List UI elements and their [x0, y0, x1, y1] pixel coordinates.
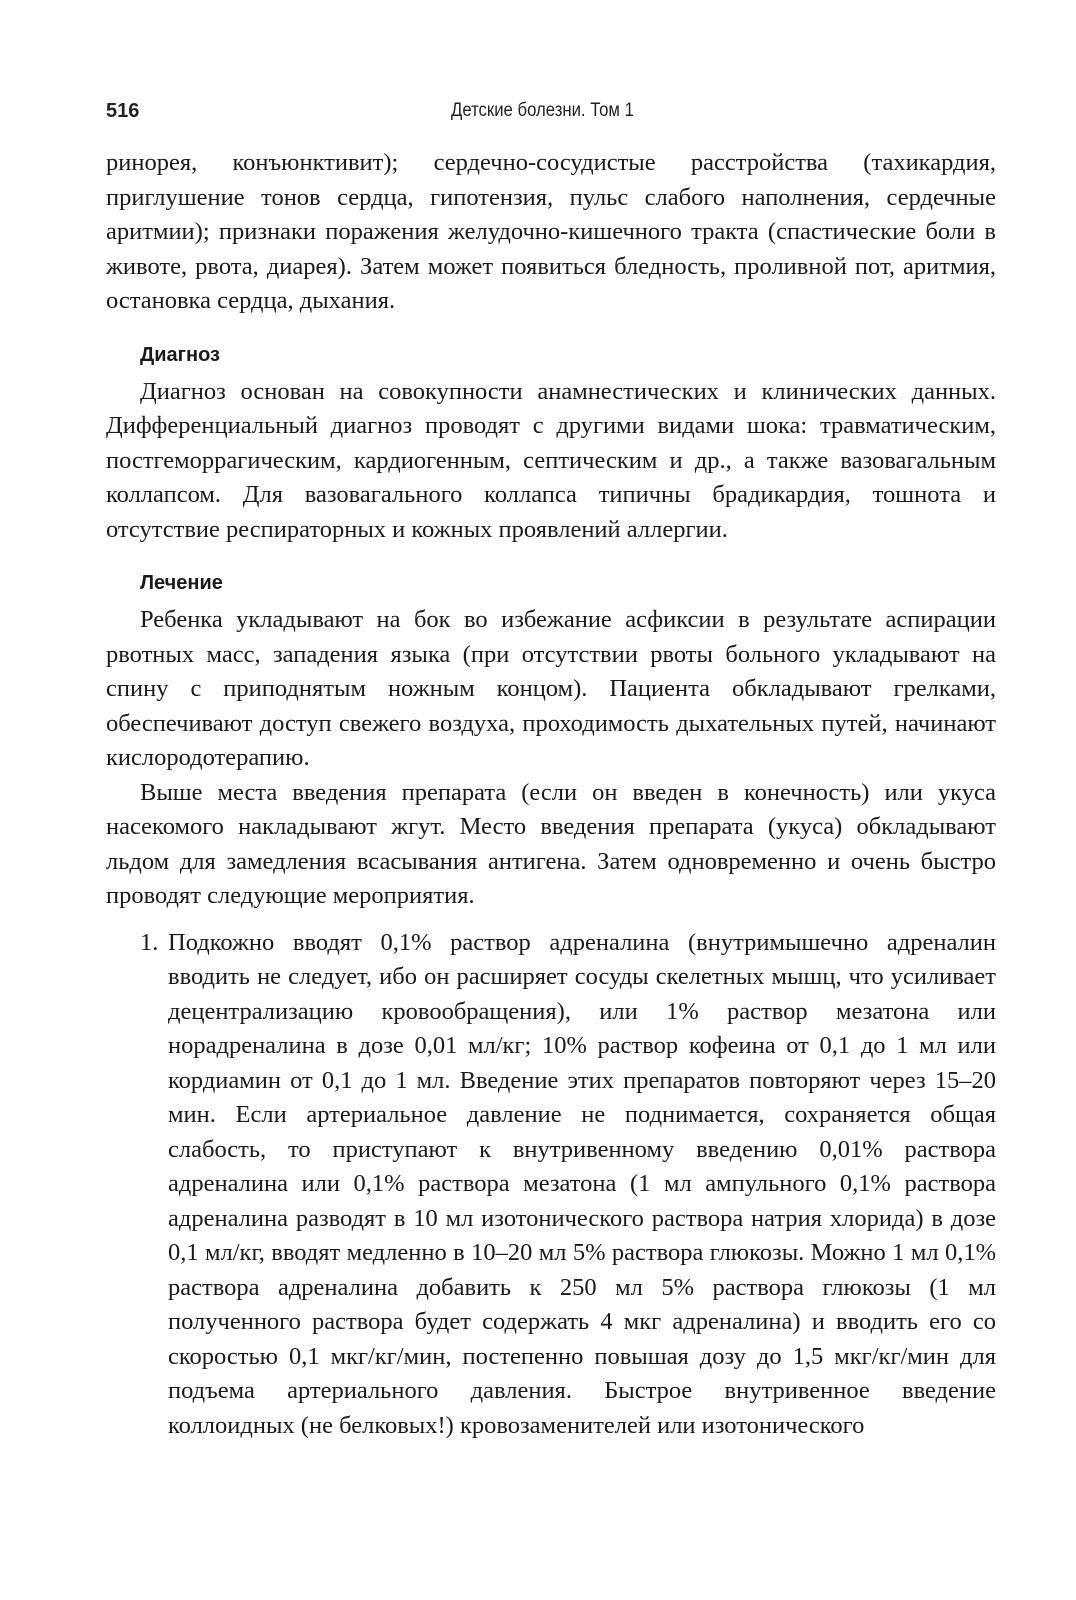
list-item-text: Подкожно вводят 0,1% раствор адреналина (внутримышечно адреналин вводить не следует, ибо он расширяет сосуды скелетных мышц, что усиливает децентрализацию кровообращения), или 1% раствор мезатона или норадреналина в дозе 0,01 мл/кг; 10% раствор кофеина от 0,1 до 1 мл или кордиамин от 0,1 до 1 мл. Введение этих препаратов повторяют через 15–20 мин. Если артериальное давление не поднимается, сохраняется общая слабость, то приступают к внутривенному введению 0,01% раствора адреналина или 0,1% раствора мезатона (1 мл ампульного 0,1% раствора адреналина разводят в 10 мл изотонического раствора натрия хлорида) в дозе 0,1 мл/кг, вводят медленно в 10–20 мл 5% раствора глюкозы. Можно 1 мл 0,1% раствора адреналина добавить к 250 мл 5% раствора глюкозы (1 мл полученного раствора будет содержать 4 мкг адреналина) и вводить его со скоростью 0,1 мкг/кг/мин, постепенно повышая дозу до 1,5 мкг/кг/мин для подъема артериального давления. Быстрое внутривенное введение коллоидных (не белковых!) кровозаменителей или изотонического: [168, 928, 996, 1439]
list-item: [106, 926, 996, 1444]
measures-list: [106, 926, 996, 1444]
book-title: Детские болезни. Том 1: [451, 100, 634, 121]
diagnosis-paragraph: Диагноз основан на совокупности анамнестических и клинических данных. Дифференциальный диагноз проводят с другими видами шока: травматическим, постгеморрагическим, кардиогенным, септическим и др., а также вазовагальным коллапсом. Для вазовагального коллапса типичны брадикардия, тошнота и отсутствие респираторных и кожных проявлений аллергии.: [106, 377, 996, 543]
list-item-number: 1.: [140, 928, 159, 956]
running-head: [106, 100, 1006, 130]
page-body: [106, 146, 996, 1443]
intro-paragraph: ринорея, конъюнктивит); сердечно-сосудистые расстройства (тахикардия, приглушение тонов сердца, гипотензия, пульс слабого наполнения, сердечные аритмии); признаки поражения желудочно-кишечного тракта (спастические боли в животе, рвота, диарея). Затем может появиться бледность, проливной пот, аритмия, остановка сердца, дыхания.: [106, 149, 996, 314]
diagnosis-heading: Диагноз: [140, 343, 220, 366]
treatment-paragraph-1: Ребенка укладывают на бок во избежание асфиксии в результате аспирации рвотных масс, западения языка (при отсутствии рвоты больного укладывают на спину с приподнятым ножным концом). Пациента обкладывают грелками, обеспечивают доступ свежего воздуха, проходимость дыхательных путей, начинают кислородотерапию.: [106, 606, 996, 771]
treatment-paragraph-2: Выше места введения препарата (если он введен в конечность) или укуса насекомого накладывают жгут. Место введения препарата (укуса) обкладывают льдом для замедления всасывания антигена. Затем одновременно и очень быстро проводят следующие мероприятия.: [106, 778, 996, 909]
treatment-heading: Лечение: [140, 572, 223, 594]
page-number: 516: [106, 100, 140, 122]
